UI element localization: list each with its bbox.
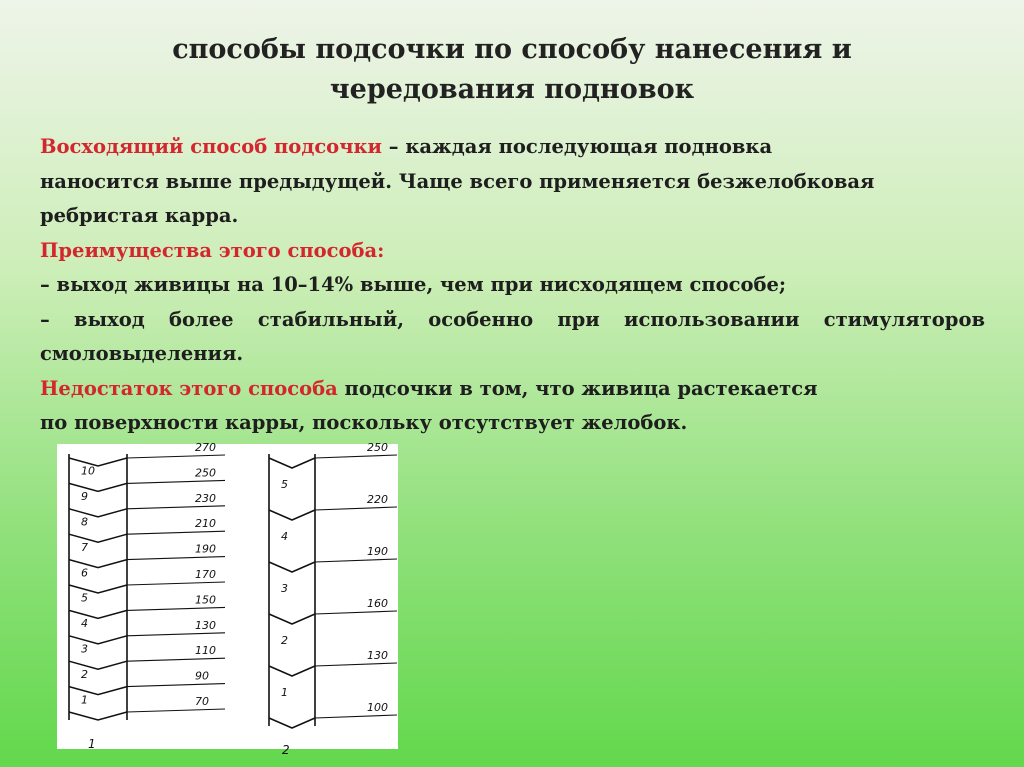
ascending-diagram-value-label: 250: [195, 466, 216, 480]
ascending-diagram-value-leader: [127, 709, 225, 712]
ascending-diagram-caption: 1: [88, 737, 96, 751]
ascending-diagram-value-leader: [127, 658, 225, 661]
alternating-diagram-cut-number: 5: [281, 478, 288, 491]
alternating-diagram-cut-boundary: [269, 614, 315, 624]
ascending-diagram-value-leader: [127, 531, 225, 534]
disadvantage-description: подсочки в том, что живица растекается: [337, 376, 818, 400]
alternating-diagram-value-label: 100: [367, 701, 388, 714]
ascending-diagram-value-leader: [127, 633, 225, 636]
alternating-diagram-cut-boundary: [269, 562, 315, 572]
ascending-diagram-cut-number: 3: [81, 642, 88, 656]
alternating-diagram-cut-boundary: [269, 718, 315, 728]
ascending-diagram-cut-number: 2: [81, 667, 88, 681]
ascending-diagram-cut-boundary: [69, 483, 127, 491]
ascending-diagram-value-label: 210: [195, 517, 216, 531]
title-line-2: чередования подновок: [329, 74, 695, 105]
ascending-diagram-value-label: 230: [195, 491, 216, 505]
alternating-diagram-cut-number: 4: [281, 530, 288, 543]
tapping-diagram-figure: [57, 441, 398, 757]
ascending-diagram-value-label: 110: [195, 644, 216, 658]
ascending-diagram-cut-boundary: [69, 509, 127, 517]
ascending-diagram-cut-number: 10: [81, 464, 95, 478]
ascending-diagram-value-leader: [127, 684, 225, 687]
ascending-diagram-cut-number: 9: [81, 490, 88, 504]
ascending-diagram-value-label: 130: [195, 618, 216, 632]
ascending-diagram-value-label: 190: [195, 542, 216, 556]
paragraph-ascending-line-2: наносится выше предыдущей. Чаще всего применяется безжелобковая: [40, 169, 875, 193]
ascending-diagram-cut-boundary: [69, 534, 127, 542]
disadvantage-line-2: по поверхности карры, поскольку отсутствует желобок.: [40, 411, 688, 434]
alternating-diagram-cut-number: 1: [281, 686, 288, 699]
definition-ascending-method: – каждая последующая подновка: [382, 135, 773, 158]
ascending-diagram-cut-boundary: [69, 636, 127, 644]
alternating-diagram-cut-number: 3: [281, 582, 288, 595]
alternating-diagram-value-leader: [315, 715, 397, 718]
alternating-diagram-value-label: 160: [367, 597, 388, 610]
ascending-diagram-cut-number: 6: [81, 566, 88, 580]
ascending-diagram-value-label: 150: [195, 593, 216, 607]
alternating-diagram-cut-boundary: [269, 666, 315, 676]
ascending-diagram-value-leader: [127, 455, 225, 458]
disadvantage-line-1: [40, 372, 985, 407]
alternating-diagram-cut-number: 2: [281, 634, 288, 647]
ascending-diagram-cut-boundary: [69, 458, 127, 466]
alternating-diagram-value-label: 220: [367, 493, 388, 506]
ascending-diagram-cut-number: 1: [81, 693, 88, 707]
ascending-diagram-value-leader: [127, 557, 225, 560]
ascending-diagram-cut-number: 7: [81, 540, 88, 554]
alternating-diagram-value-leader: [315, 611, 397, 614]
title-line-1: способы подсочки по способу нанесения и: [172, 34, 852, 65]
ascending-diagram-value-label: 170: [195, 568, 216, 581]
ascending-diagram-cut-boundary: [69, 610, 127, 618]
advantage-item-2-line-2: смоловыделения.: [40, 342, 244, 365]
ascending-diagram-cut-boundary: [69, 585, 127, 593]
term-ascending-method: Восходящий способ подсочки: [40, 135, 383, 158]
ascending-diagram-cut-number: 4: [81, 617, 88, 631]
alternating-diagram-cut-boundary: [269, 510, 315, 520]
alternating-diagram-caption: 2: [282, 743, 290, 757]
tapping-diagram-svg: [57, 441, 398, 757]
alternating-diagram-value-leader: [315, 559, 397, 562]
ascending-diagram-value-label: 70: [195, 695, 209, 708]
ascending-diagram-cut-boundary: [69, 687, 127, 695]
term-disadvantage: Недостаток этого способа: [40, 376, 338, 400]
ascending-diagram-cut-boundary: [69, 661, 127, 669]
alternating-diagram-value-label: 130: [367, 649, 388, 662]
alternating-diagram-value-leader: [315, 663, 397, 666]
paragraph-ascending-line-1: [40, 130, 985, 165]
ascending-diagram-value-label: 270: [195, 441, 216, 454]
slide-body: [40, 130, 985, 441]
alternating-diagram-cut-boundary: [269, 458, 315, 468]
alternating-diagram-value-label: 190: [367, 545, 388, 558]
advantage-item-1: – выход живицы на 10–14% выше, чем при нисходящем способе;: [40, 273, 787, 296]
alternating-diagram-value-label: 250: [367, 441, 388, 454]
ascending-diagram-value-leader: [127, 506, 225, 509]
ascending-diagram-value-leader: [127, 582, 225, 585]
ascending-diagram-cut-number: 8: [81, 515, 88, 529]
ascending-diagram-value-leader: [127, 607, 225, 610]
alternating-diagram-value-leader: [315, 455, 397, 458]
alternating-diagram-value-leader: [315, 507, 397, 510]
ascending-diagram-value-leader: [127, 480, 225, 483]
paragraph-ascending-line-3: ребристая карра.: [40, 204, 239, 227]
ascending-diagram-cut-boundary: [69, 712, 127, 720]
ascending-diagram-value-label: 90: [195, 669, 209, 683]
ascending-diagram-cut-boundary: [69, 560, 127, 568]
ascending-diagram-cut-number: 5: [81, 591, 88, 605]
advantages-heading: Преимущества этого способа:: [40, 238, 385, 262]
slide-title: [0, 30, 1024, 110]
advantage-item-2-line-1: – выход более стабильный, особенно при использовании стимуляторов: [40, 307, 985, 331]
